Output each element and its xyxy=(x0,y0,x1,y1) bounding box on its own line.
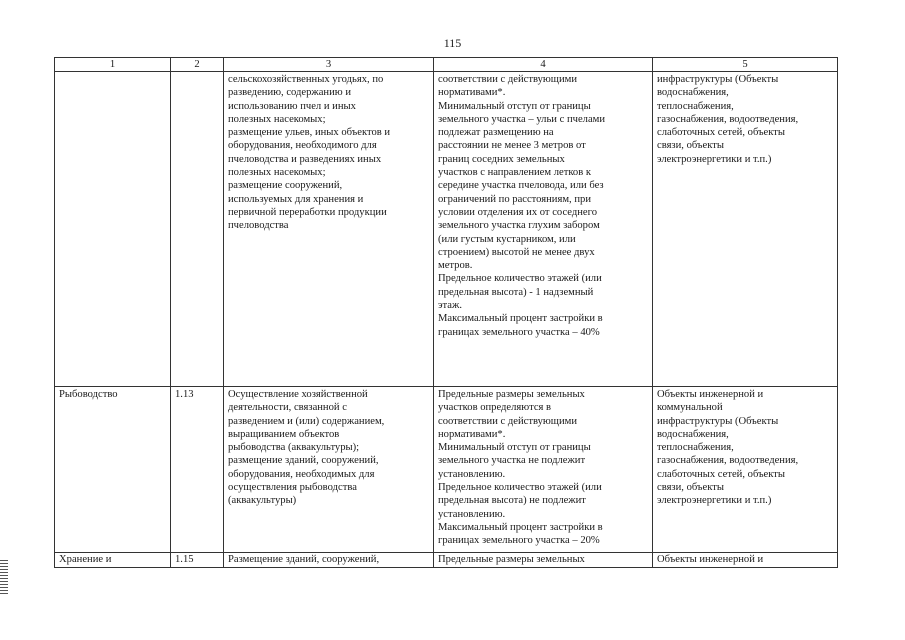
use-code-cell: 1.15 xyxy=(171,553,224,568)
table-row xyxy=(55,553,838,568)
column-header: 2 xyxy=(171,58,224,72)
use-description-cell: Осуществление хозяйственной деятельности, связанной с разведением и (или) содержанием, выращиванием объектов рыбоводства (аквакультуры); размещение зданий, сооружений, оборудования, необходимых для осуществления рыбоводства (аквакультуры) xyxy=(224,387,434,553)
use-description-cell: сельскохозяйственных угодьях, по разведению, содержанию и использованию пчел и иных полезных насекомых; размещение ульев, иных объектов и оборудования, необходимого для пчеловодства и разведениях иных полезных насекомых; размещение сооружений, используемых для хранения и первичной переработки продукции пчеловодства xyxy=(224,72,434,387)
use-code-cell xyxy=(171,72,224,387)
table-header-row xyxy=(55,58,838,72)
auxiliary-use-cell: инфраструктуры (Объекты водоснабжения, теплоснабжения, газоснабжения, водоотведения, слаботочных сетей, объекты связи, объекты электроэнергетики и т.п.) xyxy=(653,72,838,387)
use-code-cell: 1.13 xyxy=(171,387,224,553)
auxiliary-use-cell: Объекты инженерной и коммунальной инфраструктуры (Объекты водоснабжения, теплоснабжения, газоснабжения, водоотведения, слаботочных сетей, объекты связи, объекты электроэнергетики и т.п.) xyxy=(653,387,838,553)
use-name-cell: Рыбоводство xyxy=(55,387,171,553)
land-use-table xyxy=(54,57,838,568)
table-row xyxy=(55,387,838,553)
column-header: 3 xyxy=(224,58,434,72)
scan-margin-mark xyxy=(0,560,8,596)
column-header: 1 xyxy=(55,58,171,72)
auxiliary-use-cell: Объекты инженерной и xyxy=(653,553,838,568)
column-header: 5 xyxy=(653,58,838,72)
parameters-cell: Предельные размеры земельных xyxy=(434,553,653,568)
table-row xyxy=(55,72,838,387)
parameters-cell: соответствии с действующими нормативами*. Минимальный отступ от границы земельного участка – ульи с пчелами подлежат размещению на расстоянии не менее 3 метров от границ соседних земельных участков с направлением летков к середине участка пчеловода, или без ограничений по расстояниям, при условии отделения их от соседнего земельного участка глухим забором (или густым кустарником, или строением) высотой не менее двух метров. Предельное количество этажей (или предельная высота) - 1 надземный этаж. Максимальный процент застройки в границах земельного участка – 40% xyxy=(434,72,653,387)
column-header: 4 xyxy=(434,58,653,72)
page-number: 115 xyxy=(443,36,462,50)
use-name-cell: Хранение и xyxy=(55,553,171,568)
use-description-cell: Размещение зданий, сооружений, xyxy=(224,553,434,568)
parameters-cell: Предельные размеры земельных участков определяются в соответствии с действующими нормативами*. Минимальный отступ от границы земельного участка не подлежит установлению. Предельное количество этажей (или предельная высота) не подлежит установлению. Максимальный процент застройки в границах земельного участка – 20% xyxy=(434,387,653,553)
use-name-cell xyxy=(55,72,171,387)
